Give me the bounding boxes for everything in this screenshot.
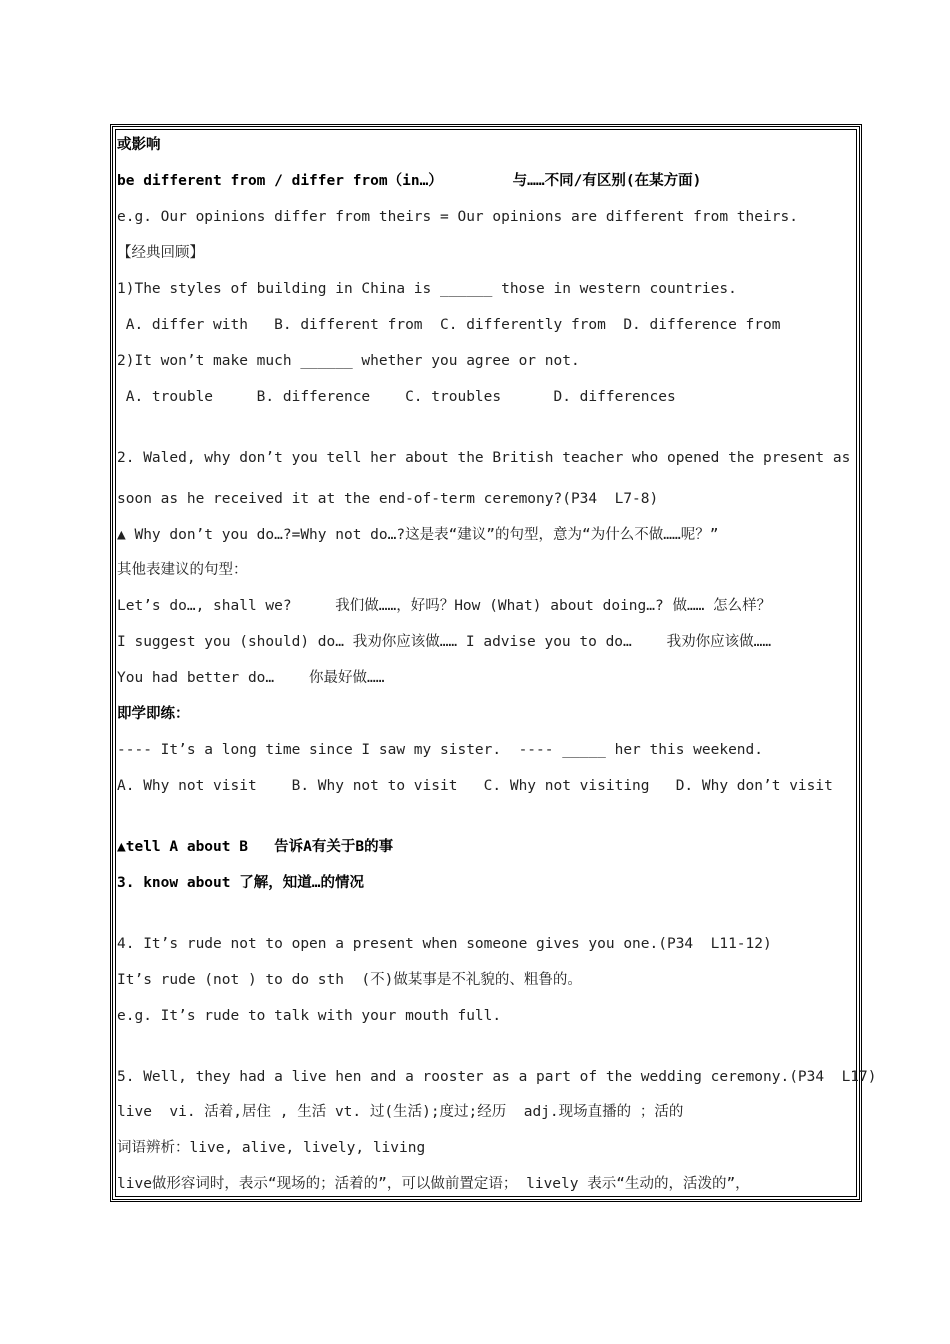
text-line: 3. know about 了解，知道…的情况	[117, 875, 364, 891]
text-line: It’s rude (not ) to do sth (不)做某事是不礼貌的、粗鲁的。	[117, 972, 582, 988]
text-line: You had better do… 你最好做……	[117, 670, 385, 686]
text-line: soon as he received it at the end-of-term ceremony?(P34 L7-8)	[117, 491, 659, 507]
text-line: 4. It’s rude not to open a present when someone gives you one.(P34 L11-12)	[117, 936, 772, 952]
text-line: I suggest you (should) do… 我劝你应该做…… I advise you to do… 我劝你应该做……	[117, 634, 772, 650]
text-line: 其他表建议的句型：	[117, 562, 248, 578]
text-line: 即学即练：	[117, 706, 190, 722]
text-line: ▲ Why don’t you do…?=Why not do…?这是表“建议”的句型，意为“为什么不做……呢？”	[117, 527, 719, 543]
text-line: 1)The styles of building in China is ______ those in western countries.	[117, 281, 737, 297]
text-line: A. differ with B. different from C. differently from D. difference from	[117, 317, 781, 333]
text-line: ▲tell A about B 告诉A有关于B的事	[117, 839, 394, 855]
text-line: A. trouble B. difference C. troubles D. differences	[117, 389, 676, 405]
text-line: 2. Waled, why don’t you tell her about the British teacher who opened the present as	[117, 450, 851, 466]
text-line: e.g. Our opinions differ from theirs = Our opinions are different from theirs.	[117, 209, 798, 225]
text-line: 2)It won’t make much ______ whether you agree or not.	[117, 353, 580, 369]
text-line: live做形容词时，表示“现场的；活着的”，可以做前置定语； lively 表示“生动的，活泼的”，	[117, 1176, 750, 1192]
text-line: e.g. It’s rude to talk with your mouth full.	[117, 1008, 502, 1024]
text-line: 5. Well, they had a live hen and a rooster as a part of the wedding ceremony.(P34 L17)	[117, 1069, 877, 1085]
text-line: 【经典回顾】	[117, 245, 204, 261]
text-line: Let’s do…, shall we? 我们做……，好吗？How (What) about doing…? 做…… 怎么样？	[117, 598, 772, 614]
text-line: 或影响	[117, 137, 161, 153]
text-line: 词语辨析：live, alive, lively, living	[117, 1140, 426, 1156]
text-line: A. Why not visit B. Why not to visit C. Why not visiting D. Why don’t visit	[117, 778, 833, 794]
text-line: live vi. 活着,居住 , 生活 vt. 过(生活);度过;经历 adj.现场直播的 ；活的	[117, 1104, 684, 1120]
text-line: be different from / differ from（in…） 与……不同/有区别(在某方面)	[117, 173, 702, 189]
text-line: ---- It’s a long time since I saw my sister. ---- _____ her this weekend.	[117, 742, 764, 758]
